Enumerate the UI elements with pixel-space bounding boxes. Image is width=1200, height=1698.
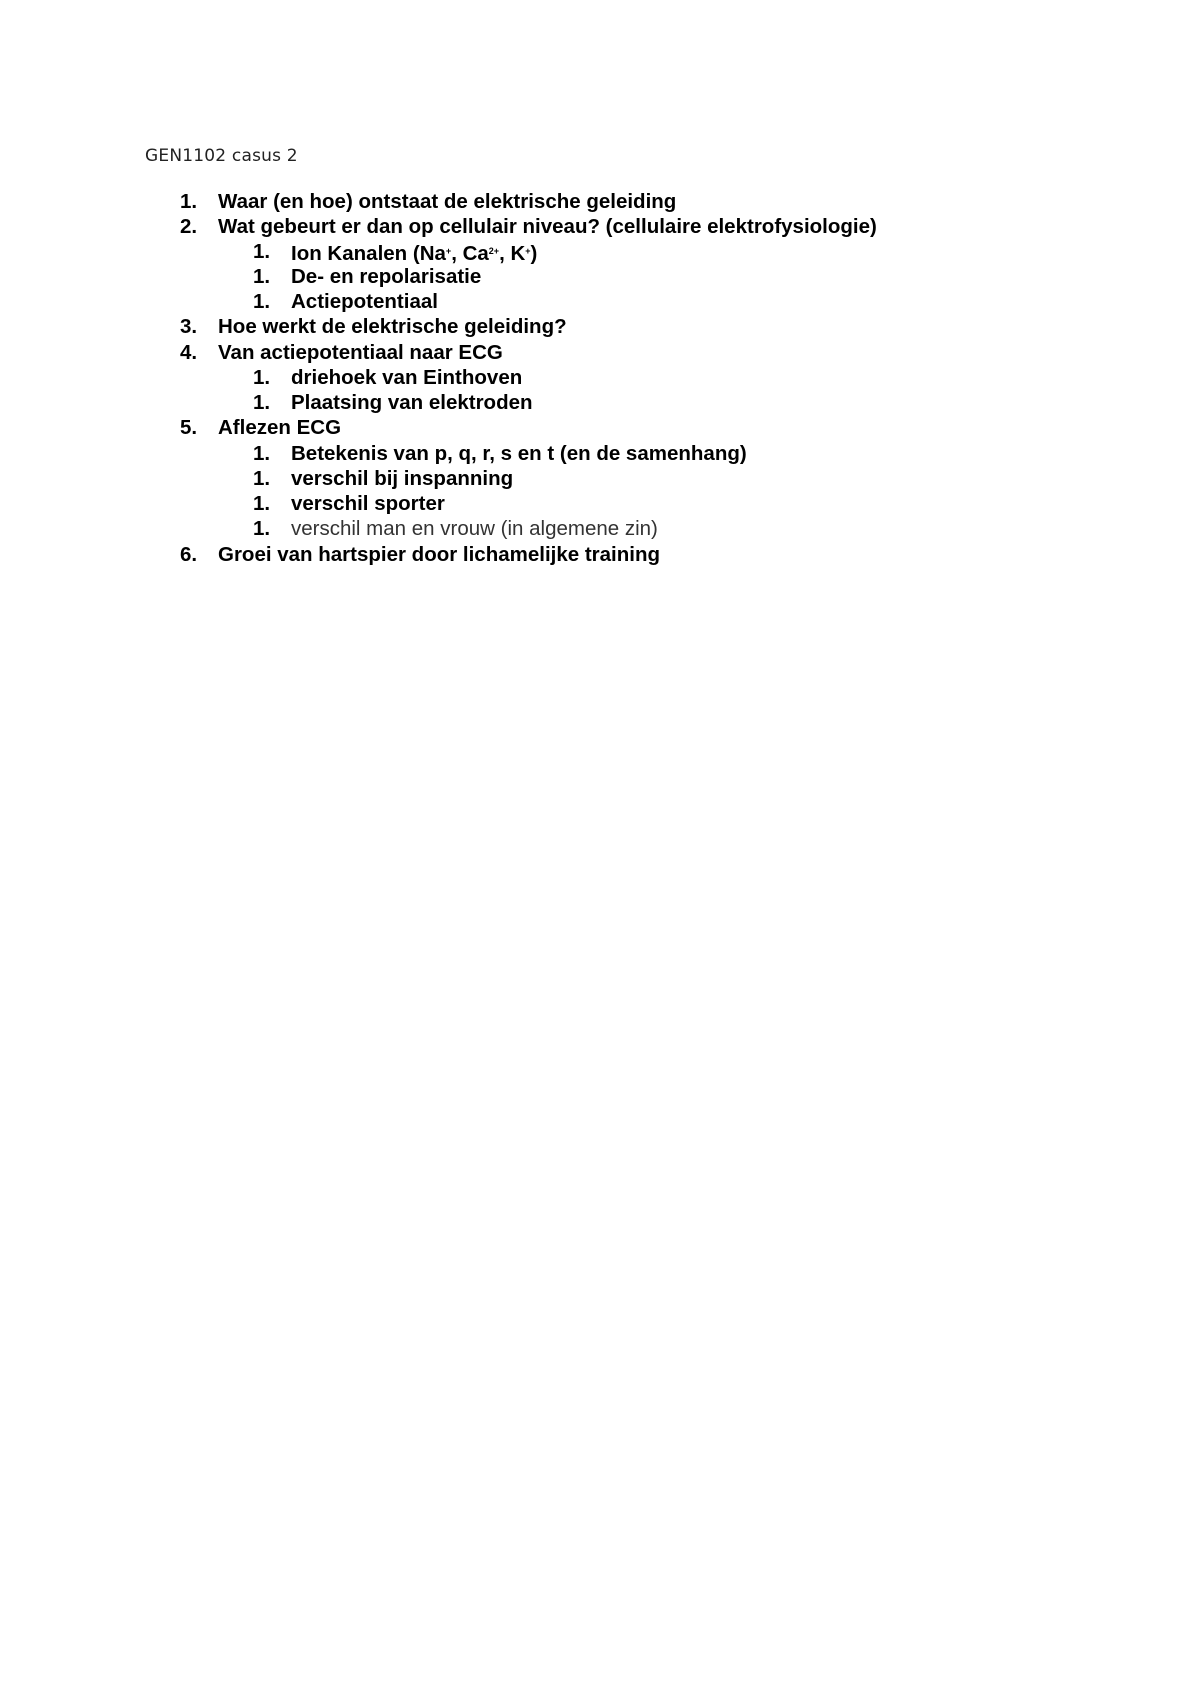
item-number: 1. xyxy=(253,517,271,540)
item-text: Plaatsing van elektroden xyxy=(291,391,533,414)
item-number: 5. xyxy=(180,416,198,439)
item-text: Actiepotentiaal xyxy=(291,290,438,313)
item-number: 1. xyxy=(180,190,198,213)
item-text: Wat gebeurt er dan op cellulair niveau? (cellulaire elektrofysiologie) xyxy=(218,215,877,238)
item-number: 3. xyxy=(180,315,198,338)
item-text: Betekenis van p, q, r, s en t (en de samenhang) xyxy=(291,442,747,465)
item-text: Hoe werkt de elektrische geleiding? xyxy=(218,315,567,338)
document-title: GEN1102 casus 2 xyxy=(145,146,298,166)
item-number: 1. xyxy=(253,366,271,389)
item-number: 1. xyxy=(253,442,271,465)
item-text: verschil man en vrouw (in algemene zin) xyxy=(291,517,658,540)
item-number: 4. xyxy=(180,341,198,364)
item-number: 1. xyxy=(253,290,271,313)
item-number: 1. xyxy=(253,265,271,288)
item-number: 1. xyxy=(253,492,271,515)
item-text: verschil sporter xyxy=(291,492,445,515)
item-number: 1. xyxy=(253,240,271,263)
item-text: driehoek van Einthoven xyxy=(291,366,523,389)
superscript-charge: + xyxy=(445,246,452,256)
item-text: verschil bij inspanning xyxy=(291,467,514,490)
item-number: 1. xyxy=(253,391,271,414)
item-number: 2. xyxy=(180,215,198,238)
item-text: Waar (en hoe) ontstaat de elektrische geleiding xyxy=(218,190,677,213)
item-text: Aflezen ECG xyxy=(218,416,342,439)
superscript-charge: + xyxy=(525,246,531,256)
item-text: Ion Kanalen (Na+, $Ca^{2+}$, K+) xyxy=(291,242,538,265)
item-text: De- en repolarisatie xyxy=(291,265,482,288)
superscript-charge: 2+ xyxy=(488,246,500,256)
item-text: Van actiepotentiaal naar ECG xyxy=(218,341,503,364)
item-number: 6. xyxy=(180,543,198,566)
item-text: Groei van hartspier door lichamelijke training xyxy=(218,543,661,566)
item-number: 1. xyxy=(253,467,271,490)
